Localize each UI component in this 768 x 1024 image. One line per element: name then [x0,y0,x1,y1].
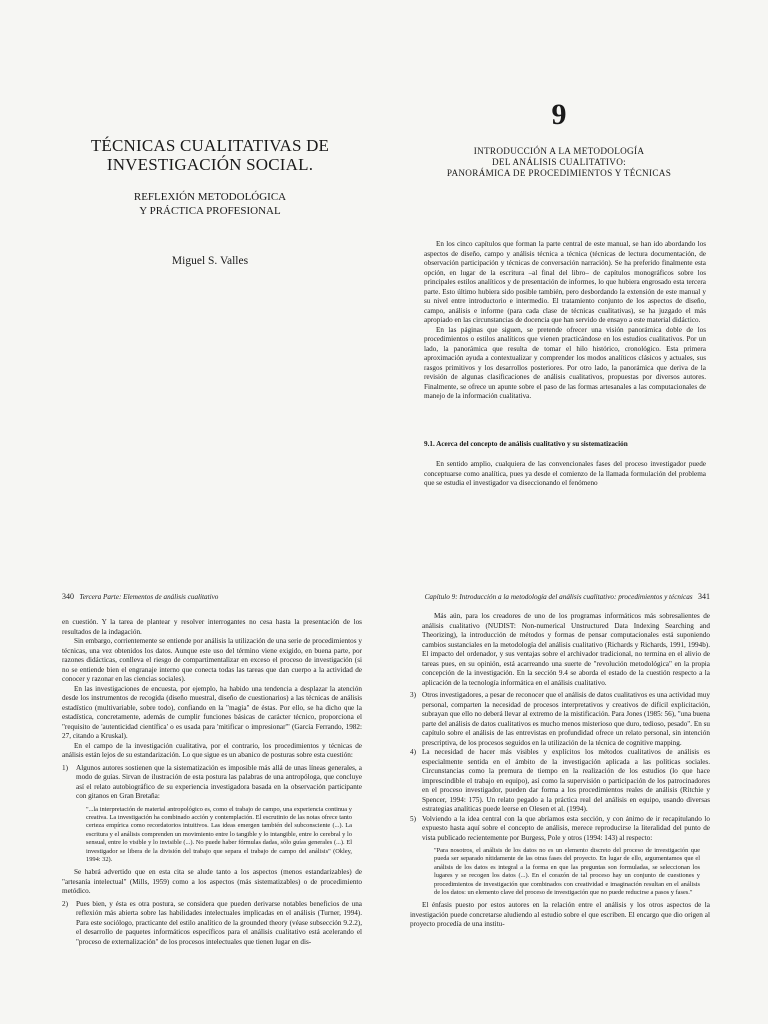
page-number: 340 [62,592,74,601]
list-item-text: Otros investigadores, a pesar de reconocer que el análisis de datos cualitativos es una actividad muy personal, comparten la necesidad de procesos interpretativos y creativos de difícil explicitación, subrayan que ello no deberá llevar al extremo de la mistificación. Para Jones (1985: 56), "una buena parte del análisis de datos cualitativos es mucho menos misterioso que duro, tedioso, pesado". En su capítulo sobre el análisis de las entrevistas en profundidad ofrece un relato personal, sin intención prescriptiva, de los procesos seguidos en la utilización de la técnica de cognitive mapping. [422,691,710,747]
paragraph: Sin embargo, corrientemente se entiende por análisis la utilización de una serie de procedimientos y técnicas, una vez obtenidos los datos. Aunque este uso del término viene exigido, en buena parte, por razones didácticas, conlleva el riesgo de compartimentalizar en exceso el proceso de investigación (si no se entiende bien el engranaje interno que conecta todas las tareas que dan cuerpo a la actividad de conocer y razonar en las ciencias sociales). [62,637,362,683]
chapter-number: 9 [551,98,567,131]
list-item-number: 2) [62,899,68,908]
running-head-text: Capítulo 9: Introducción a la metodología del análisis cualitativo: procedimientos y técnicas [424,593,693,601]
paragraph: En los cinco capítulos que forman la parte central de este manual, se han ido abordando los aspectos de diseño, campo y análisis técnica a técnica (técnicas de lectura documentación, de observación participación y técnicas de conversación narración). Se ha preferido finalmente esta opción, en lugar de la escritura –al final del libro– de capítulos monográficos sobre los principales estilos analíticos y de presentación de informes, lo que hubiera engrosado esta tercera parte. Esto último hubiera sido posible también, pero desbordando la extensión de este manual y su nivel entre introductorio e intermedio. El tratamiento conjunto de los aspectos de diseño, campo, análisis e informe (para cada clase de técnicas cualitativas), se ha juzgado el más apropiado en las circunstancias de docencia que han servido de ensayo a este material didáctico. [424,240,706,324]
list-item-text: Pues bien, y ésta es otra postura, se considera que pueden derivarse notables beneficios de una reflexión más abierta sobre las habilidades intelectuales implicadas en el análisis (Turner, 1994). Para este sociólogo, practicante del estilo analítico de la grounded theory (véase subsección 9.2.2), el desarrollo de paquetes informáticos específicos para el análisis cualitativo está acelerando el "proceso de externalización" de los procesos intelectuales que tienen lugar en dis- [76,899,362,946]
list-item [62,900,362,948]
list-item-text: La necesidad de hacer más visibles y explícitos los métodos cualitativos de análisis es especialmente sentida en el ámbito de la investigación aplicada a las políticas sociales. Circunstancias como la premura de tiempo en la realización de los estudios (lo que hace imprescindible el trabajo en equipo), así como la supervisión o participación de los patrocinadores en el proceso investigador, pueden dar forma a los procedimientos reales de análisis (Ritchie y Spencer, 1994: 175). Un relato pegado a la práctica real del análisis en equipo, usando diversas estrategias analíticas puede leerse en Olesen et al. (1994). [422,748,710,813]
list-item [410,748,710,815]
running-head-341 [410,592,710,601]
chapter-title-line-1: INTRODUCCIÓN A LA METODOLOGÍA [473,146,645,156]
paragraph: en cuestión. Y la tarea de plantear y resolver interrogantes no cesa hasta la presentación de los resultados de la indagación. [62,618,362,636]
paragraph: En las investigaciones de encuesta, por ejemplo, ha habido una tendencia a desplazar la atención desde los instrumentos de recogida (diseño muestral, diseño de cuestionarios) a las técnicas de análisis estadístico (multivariable, sobre todo), confiando en la "magia" de éstas. Por ello, se ha dicho que la estadística, concretamente, además de cumplir funciones básicas de carácter técnico, proporciona el "requisito de 'autenticidad científica' o es usada para 'mitificar o impresionar'" (García Ferrando, 1982: 27, citando a Kruskal). [62,684,362,740]
list [62,764,362,802]
book-subtitle-line-2: Y PRÁCTICA PROFESIONAL [139,205,281,217]
list-item-number: 4) [410,748,416,756]
book-subtitle [60,190,360,218]
list-item-text: Algunos autores sostienen que la sistematización es imposible más allá de unas líneas generales, a modo de guías. Sirvan de ilustración de esta postura las palabras de una antropóloga, que concluye así el relato autobiográfico de su experiencia investigadora basada en la observación participante con gitanos en Gran Bretaña: [76,763,362,800]
list-item [62,764,362,802]
list-item-number: 3) [410,691,416,699]
list [410,691,710,843]
book-author: Miguel S. Valles [171,255,249,267]
paragraph: Se habrá advertido que en esta cita se alude tanto a los aspectos (menos estandarizables) de "artesanía intelectual" (Mills, 1959) como a los aspectos (más sistematizables) o de procedimiento metódico. [62,868,362,896]
paragraph: En el campo de la investigación cualitativa, por el contrario, los procedimientos y técnicas de análisis están lejos de su estandarización. Lo que sigue es un abanico de posturas sobre esta cuestión: [62,741,362,759]
page-number: 341 [698,592,710,601]
chapter-intro [424,240,706,402]
chapter-title-line-3: PANORÁMICA DE PROCEDIMIENTOS Y TÉCNICAS [446,168,672,178]
page-340-body [62,618,362,950]
chapter-title [424,146,694,179]
paragraph: En las páginas que siguen, se pretende ofrecer una visión panorámica doble de los procedimientos o estilos analíticos que vienen practicándose en los estudios cualitativos. Por un lado, la panorámica que resulta de tomar el hilo histórico, cronológico. Esta primera aproximación ayuda a contextualizar y comprender los modos analíticos clásicos y actuales, sus rasgos primitivos y los desarrollos posteriores. Por otro lado, la panorámica que deriva de la revisión de algunas clasificaciones de análisis cualitativos, propuestas por diversos autores. Finalmente, se ofrece un apunte sobre el paso de las formas artesanales a las computacionales de manejo de la información cualitativa. [424,325,706,400]
chapter-title-line-2: DEL ANÁLISIS CUALITATIVO: [491,157,626,167]
paragraph: Más aún, para los creadores de uno de los programas informáticos más sobresalientes de análisis cualitativo (NUDIST: Non-numerical Unstructured Data Indexing Searching and Theorizing), la introducción de métodos y formas de pensar computacionales está suponiendo cambios sustanciales en la metodología del análisis cualitativo (Richards y Richards, 1991, 1994b). El impacto del ordenador, y sus ventajas sobre el archivador tradicional, no termina en el alivio de tareas pues, en su opinión, está acarreando una suerte de "revolución metodológica" en la propia concepción de la investigación. En la sección 9.4 se aborda el estado de la cuestión respecto a la aplicación de la tecnología informática en el análisis cualitativo. [422,612,710,687]
section-heading: 9.1. Acerca del concepto de análisis cualitativo y su sistematización [424,440,628,448]
paragraph: El énfasis puesto por estos autores en la relación entre el análisis y los otros aspectos de la investigación puede concretarse aludiendo al estudio sobre el que escriben. El encargo que dio origen al proyecto procedía de una institu- [410,901,710,929]
paragraph: En sentido amplio, cualquiera de las convencionales fases del proceso investigador puede conceptuarse como analítica, pues ya desde el comienzo de la llamada formulación del problema que se estudia el investigador va diseccionando el fenómeno [424,460,706,487]
block-quote: "Para nosotros, el análisis de los datos no es un elemento discreto del proceso de investigación que pueda ser separado nítidamente de las otras fases del proyecto. En lugar de ello, argumentamos que el análisis de los datos es integral a la forma en que las preguntas son formuladas, se seleccionan los lugares y se recogen los datos (...). En el corazón de tal proceso hay un conjunto de cuestiones y procedimientos de investigación que combinados con creatividad e imaginación resultan en el análisis de los datos: un elemento clave del proceso de investigación que no puede reducirse a pasos y fases." [434,847,700,897]
block-quote: "...la interpretación de material antropológico es, como el trabajo de campo, una experiencia continua y creativa. La investigación ha combinado acción y contemplación. El escrutinio de las notas ofrece tanto certeza empírica como recordatorios intuitivos. Las ideas emergen también del subconsciente (...). La escritura y el análisis comprenden un movimiento entre lo tangible y lo intangible, entre lo cerebral y lo sensual, entre lo visible y lo invisible (...). No puede haber fórmulas dadas, sólo guías generales (...). El investigador se libera de la división del trabajo que separa el trabajo de campo del análisis" (Okley, 1994: 32). [86,805,352,863]
running-head-text: Tercera Parte: Elementos de análisis cualitativo [79,593,219,601]
section-body [424,460,706,489]
list-item [410,815,710,844]
book-title-page [0,0,384,580]
book-title: TÉCNICAS CUALITATIVAS DE INVESTIGACIÓN SOCIAL. [90,136,330,174]
list-item-text: Volviendo a la idea central con la que abríamos esta sección, y con ánimo de ir recapitulando lo expuesto hasta aquí sobre el concepto de análisis, merece reproducirse la literalidad del punto de vista publicado recientemente por Burgess, Pole y otros (1994: 143) al respecto: [422,814,710,842]
book-subtitle-line-1: REFLEXIÓN METODOLÓGICA [133,191,287,203]
page-341-body [410,612,710,930]
list-item-number: 1) [62,763,68,772]
list-item-number: 5) [410,814,416,823]
list [62,900,362,948]
list-item [410,691,710,748]
running-head-340 [62,592,218,601]
